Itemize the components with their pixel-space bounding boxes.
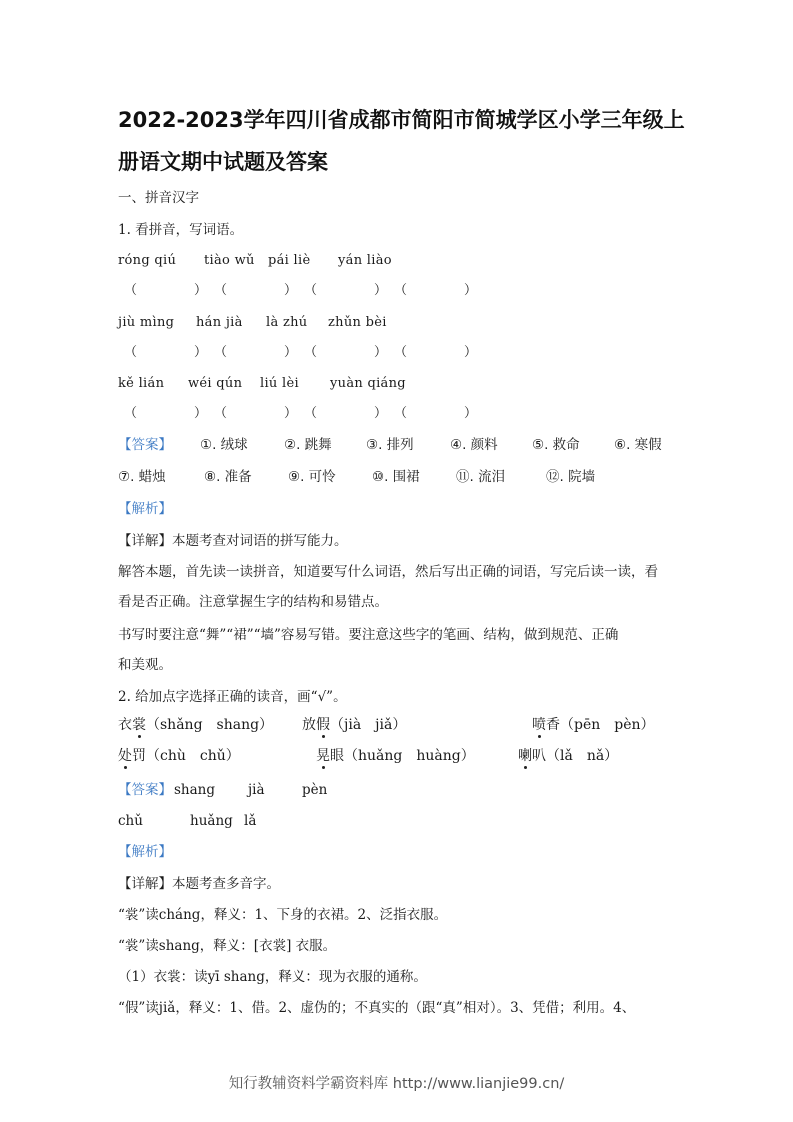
answer-item: chǔ xyxy=(118,813,143,829)
answer-item: huǎng xyxy=(190,813,233,829)
answer-tag: 【答案】 xyxy=(118,782,172,798)
paren-open: （ xyxy=(214,283,228,298)
q1-detail xyxy=(118,532,348,550)
pinyin-cell: wéi qún xyxy=(188,376,243,391)
pinyin-cell: zhǔn bèi xyxy=(328,315,387,330)
pinyin-cell: pái liè xyxy=(268,253,311,268)
doc-title-line1: 2022-2023学年四川省成都市简阳市简城学区小学三年级上 xyxy=(118,108,685,132)
q2-dotted-char: 假 xyxy=(316,717,330,733)
paren-open: （ xyxy=(394,406,408,421)
paren-open: （ xyxy=(124,283,138,298)
q2-dotted-char: 喷 xyxy=(532,717,546,733)
q2-line-4: “假”读jiǎ，释义：1、借。2、虚伪的；不真实的（跟“真”相对）。3、凭借；利用。4、 xyxy=(118,1000,636,1016)
paren-open: （ xyxy=(304,345,318,360)
q2-dotted-char: 裳 xyxy=(132,717,146,733)
pinyin-cell: yán liào xyxy=(338,253,392,268)
q2-dotted-char: 处 xyxy=(118,748,132,764)
question-1: 1. 看拼音，写词语。 xyxy=(118,222,244,238)
q2-line-3: （1）衣裳：读yī shang，释义：现为衣服的通称。 xyxy=(118,969,427,985)
paren-close: ） xyxy=(374,283,388,298)
paren-open: （ xyxy=(304,283,318,298)
q1-para1-line2: 看是否正确。注意掌握生字的结构和易错点。 xyxy=(118,594,388,610)
doc-title-line2: 册语文期中试题及答案 xyxy=(118,150,328,174)
answer-item: ⑧. 准备 xyxy=(204,469,252,485)
detail-tag: 【详解】 xyxy=(118,533,172,549)
answer-item: ②. 跳舞 xyxy=(284,437,332,453)
answer-item: ⑫. 院墙 xyxy=(546,469,596,485)
q2-dotted-char: 喇 xyxy=(518,748,532,764)
answer-item: ⑪. 流泪 xyxy=(456,469,506,485)
q1-para1-line1: 解答本题，首先读一读拼音，知道要写什么词语，然后写出正确的词语，写完后读一读，看 xyxy=(118,564,658,580)
answer-item: pèn xyxy=(302,782,328,798)
analysis-tag: 【解析】 xyxy=(118,501,172,517)
answer-item: shang xyxy=(174,782,216,798)
answer-item: jià xyxy=(248,782,265,798)
q2-char: 衣 xyxy=(118,717,132,733)
analysis-tag: 【解析】 xyxy=(118,844,172,860)
answer-item: ⑦. 蜡烛 xyxy=(118,469,166,485)
q2-char: 香 xyxy=(546,717,560,733)
q2-char: 罚 xyxy=(132,748,146,764)
answer-item: lǎ xyxy=(244,813,257,829)
q2-options: （lǎ nǎ） xyxy=(546,748,619,764)
answer-item: ③. 排列 xyxy=(366,437,414,453)
paren-open: （ xyxy=(124,406,138,421)
answer-item: ⑨. 可怜 xyxy=(288,469,336,485)
answer-item: ①. 绒球 xyxy=(200,437,248,453)
paren-close: ） xyxy=(194,406,208,421)
paren-close: ） xyxy=(464,283,478,298)
pinyin-cell: liú lèi xyxy=(260,376,299,391)
section-heading: 一、拼音汉字 xyxy=(118,190,199,206)
q2-options: （pēn pèn） xyxy=(560,717,655,733)
paren-close: ） xyxy=(194,283,208,298)
paren-close: ） xyxy=(374,406,388,421)
q2-options: （chù chǔ） xyxy=(146,748,240,764)
pinyin-cell: tiào wǔ xyxy=(204,253,255,268)
q2-item xyxy=(302,716,406,734)
q2-dotted-char: 晃 xyxy=(316,748,330,764)
pinyin-cell: kě lián xyxy=(118,376,165,391)
detail-text: 本题考查对词语的拼写能力。 xyxy=(172,533,348,549)
answer-item: ④. 颜料 xyxy=(450,437,498,453)
q2-options: （shǎng shang） xyxy=(146,717,274,733)
pinyin-cell: là zhú xyxy=(266,315,308,330)
q2-item xyxy=(532,716,655,734)
paren-close: ） xyxy=(464,406,478,421)
paren-close: ） xyxy=(284,406,298,421)
paren-open: （ xyxy=(304,406,318,421)
pinyin-cell: róng qiú xyxy=(118,253,177,268)
pinyin-cell: jiù mìng xyxy=(118,315,175,330)
answer-item: ⑤. 救命 xyxy=(532,437,580,453)
q2-line-1: “裳”读cháng，释义：1、下身的衣裙。2、泛指衣服。 xyxy=(118,907,448,923)
paren-open: （ xyxy=(394,345,408,360)
q2-item xyxy=(316,747,475,765)
q2-item xyxy=(518,747,618,765)
pinyin-cell: yuàn qiáng xyxy=(330,376,406,391)
paren-close: ） xyxy=(284,283,298,298)
paren-open: （ xyxy=(214,345,228,360)
paren-open: （ xyxy=(124,345,138,360)
pinyin-cell: hán jià xyxy=(196,315,243,330)
q2-detail xyxy=(118,875,280,893)
paren-close: ） xyxy=(194,345,208,360)
q1-para2-line1: 书写时要注意“舞”“裙”“墙”容易写错。要注意这些字的笔画、结构，做到规范、正确 xyxy=(118,627,619,643)
q1-para2-line2: 和美观。 xyxy=(118,657,172,673)
paren-close: ） xyxy=(284,345,298,360)
q2-char: 放 xyxy=(302,717,316,733)
paren-open: （ xyxy=(394,283,408,298)
q2-item xyxy=(118,747,240,765)
q2-char: 眼 xyxy=(330,748,344,764)
detail-text: 本题考查多音字。 xyxy=(172,876,280,892)
q2-char: 叭 xyxy=(532,748,546,764)
q2-item xyxy=(118,716,273,734)
q2-options: （huǎng huàng） xyxy=(344,748,475,764)
answer-item: ⑥. 寒假 xyxy=(614,437,662,453)
paren-close: ） xyxy=(374,345,388,360)
q2-line-2: “裳”读shang，释义：[衣裳] 衣服。 xyxy=(118,938,337,954)
page-footer: 知行教辅资料学霸资料库 http://www.lianjie99.cn/ xyxy=(228,1076,565,1092)
question-2: 2. 给加点字选择正确的读音，画“√”。 xyxy=(118,689,347,705)
answer-item: ⑩. 围裙 xyxy=(372,469,420,485)
paren-close: ） xyxy=(464,345,478,360)
q2-options: （jià jiǎ） xyxy=(330,717,407,733)
detail-tag: 【详解】 xyxy=(118,876,172,892)
answer-tag: 【答案】 xyxy=(118,437,172,453)
paren-open: （ xyxy=(214,406,228,421)
